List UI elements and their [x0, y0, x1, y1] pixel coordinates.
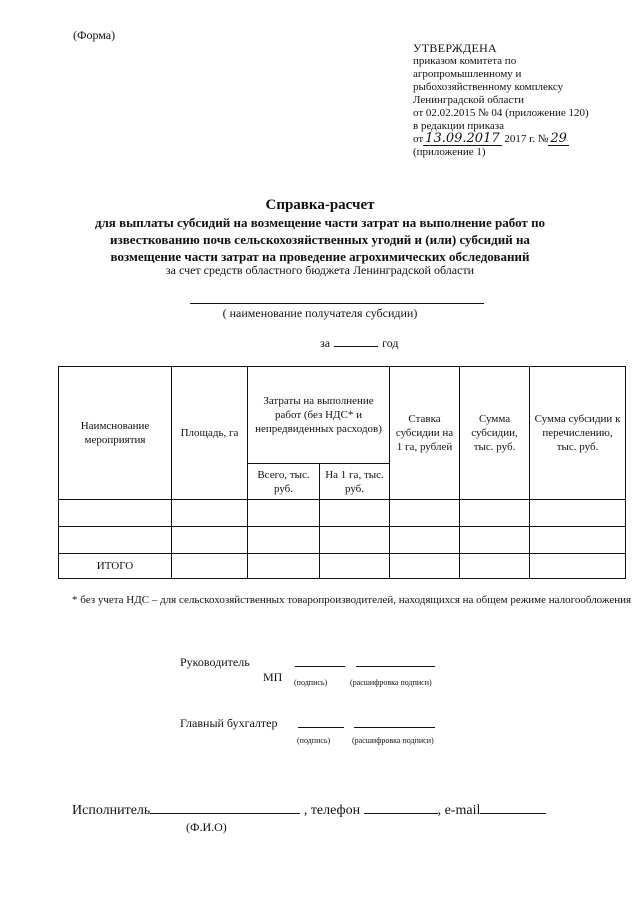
recipient-field-line[interactable] — [190, 303, 484, 304]
table-cell[interactable] — [460, 527, 530, 554]
executor-label: Исполнитель — [72, 803, 151, 818]
approval-date-line — [413, 133, 633, 146]
table-cell[interactable] — [530, 554, 626, 579]
total-label: ИТОГО — [59, 554, 172, 579]
header-event-name: Наимснование мероприятия — [59, 367, 172, 500]
approval-line: рыбохозяйственному комплексу — [413, 81, 564, 93]
approval-date-prefix: от — [413, 133, 424, 145]
header-area: Площадь, га — [172, 367, 248, 500]
table-cell[interactable] — [172, 527, 248, 554]
director-label: Руководитель — [180, 655, 250, 669]
accountant-decode-line[interactable] — [354, 727, 435, 728]
calculation-table — [58, 366, 626, 579]
subtitle-line: возмещение части затрат на проведение агрохимических обследований — [110, 249, 530, 264]
approval-line: агропромышленному и — [413, 68, 522, 80]
email-label: , e-mail — [437, 803, 481, 818]
email-field[interactable] — [480, 813, 546, 814]
stamp-place: МП — [263, 670, 283, 684]
executor-fio-hint: (Ф.И.О) — [186, 820, 227, 834]
approval-line: от 02.02.2015 № 04 (приложение 120) — [413, 107, 589, 119]
decode-hint: (расшифровка подписи) — [352, 736, 434, 745]
period-line — [320, 336, 398, 351]
table-cell[interactable] — [172, 554, 248, 579]
period-prefix: за — [320, 336, 331, 350]
director-decode-line[interactable] — [356, 666, 435, 667]
table-cell[interactable] — [460, 500, 530, 527]
period-suffix: год — [382, 336, 399, 350]
table-cell[interactable] — [320, 527, 390, 554]
form-label: (Форма) — [73, 28, 116, 42]
total-row — [59, 554, 626, 579]
table-cell[interactable] — [530, 500, 626, 527]
signature-hint: (подпись) — [294, 678, 328, 687]
phone-field[interactable] — [364, 813, 438, 814]
approval-head: УТВЕРЖДЕНА — [413, 41, 498, 55]
executor-name-field[interactable] — [150, 813, 300, 814]
executor-line — [72, 803, 546, 819]
phone-label: , телефон — [303, 803, 361, 818]
table-cell[interactable] — [172, 500, 248, 527]
table-cell[interactable] — [248, 527, 320, 554]
table-row — [59, 500, 626, 527]
accountant-signature-line[interactable] — [298, 727, 344, 728]
table-cell[interactable] — [59, 500, 172, 527]
header-costs-total: Всего, тыс. руб. — [248, 464, 320, 500]
funding-source: за счет средств областного бюджета Ленинградской области — [165, 263, 475, 277]
table-cell[interactable] — [390, 554, 460, 579]
subtitle-line: для выплаты субсидий на возмещение части затрат на выполнение работ по — [94, 215, 546, 230]
year-field[interactable] — [334, 346, 378, 347]
approval-line: приказом комитета по — [413, 55, 517, 67]
table-row — [59, 527, 626, 554]
header-sum: Сумма субсидии, тыс. руб. — [460, 367, 530, 500]
table-cell[interactable] — [248, 500, 320, 527]
table-cell[interactable] — [59, 527, 172, 554]
header-costs: Затраты на выполнение работ (без НДС* и непредвиденных расходов) — [248, 367, 390, 464]
table-cell[interactable] — [530, 527, 626, 554]
doc-title: Справка-расчет — [265, 197, 375, 213]
table-cell[interactable] — [320, 500, 390, 527]
handwritten-number: 29 — [550, 131, 567, 146]
approval-line: Ленинградской области — [413, 94, 524, 106]
table-cell[interactable] — [460, 554, 530, 579]
table-cell[interactable] — [390, 500, 460, 527]
director-signature-line[interactable] — [295, 666, 345, 667]
footnote: * без учета НДС – для сельскохозяйственных товаропроизводителей, находящихся на общем режиме налогообложения — [72, 594, 632, 606]
header-transfer: Сумма субсидии к перечислению, тыс. руб. — [530, 367, 626, 500]
approval-attachment: (приложение 1) — [413, 146, 486, 158]
subtitle-line: известкованию почв сельскохозяйственных угодий и (или) субсидий на — [110, 232, 530, 247]
handwritten-date: 13.09.2017 — [425, 131, 500, 146]
recipient-caption: ( наименование получателя субсидии) — [222, 306, 418, 320]
table-cell[interactable] — [390, 527, 460, 554]
approval-date-mid: 2017 г. № — [504, 133, 549, 145]
table-cell[interactable] — [320, 554, 390, 579]
table-cell[interactable] — [248, 554, 320, 579]
header-costs-per-ha: На 1 га, тыс. руб. — [320, 464, 390, 500]
accountant-label: Главный бухгалтер — [180, 716, 278, 730]
approval-stamp — [413, 42, 633, 159]
decode-hint: (расшифровка подписи) — [350, 678, 432, 687]
approval-line: в редакции приказа — [413, 120, 504, 132]
doc-subtitle — [0, 214, 640, 265]
header-rate: Ставка субсидии на 1 га, рублей — [390, 367, 460, 500]
signature-hint: (подпись) — [297, 736, 331, 745]
